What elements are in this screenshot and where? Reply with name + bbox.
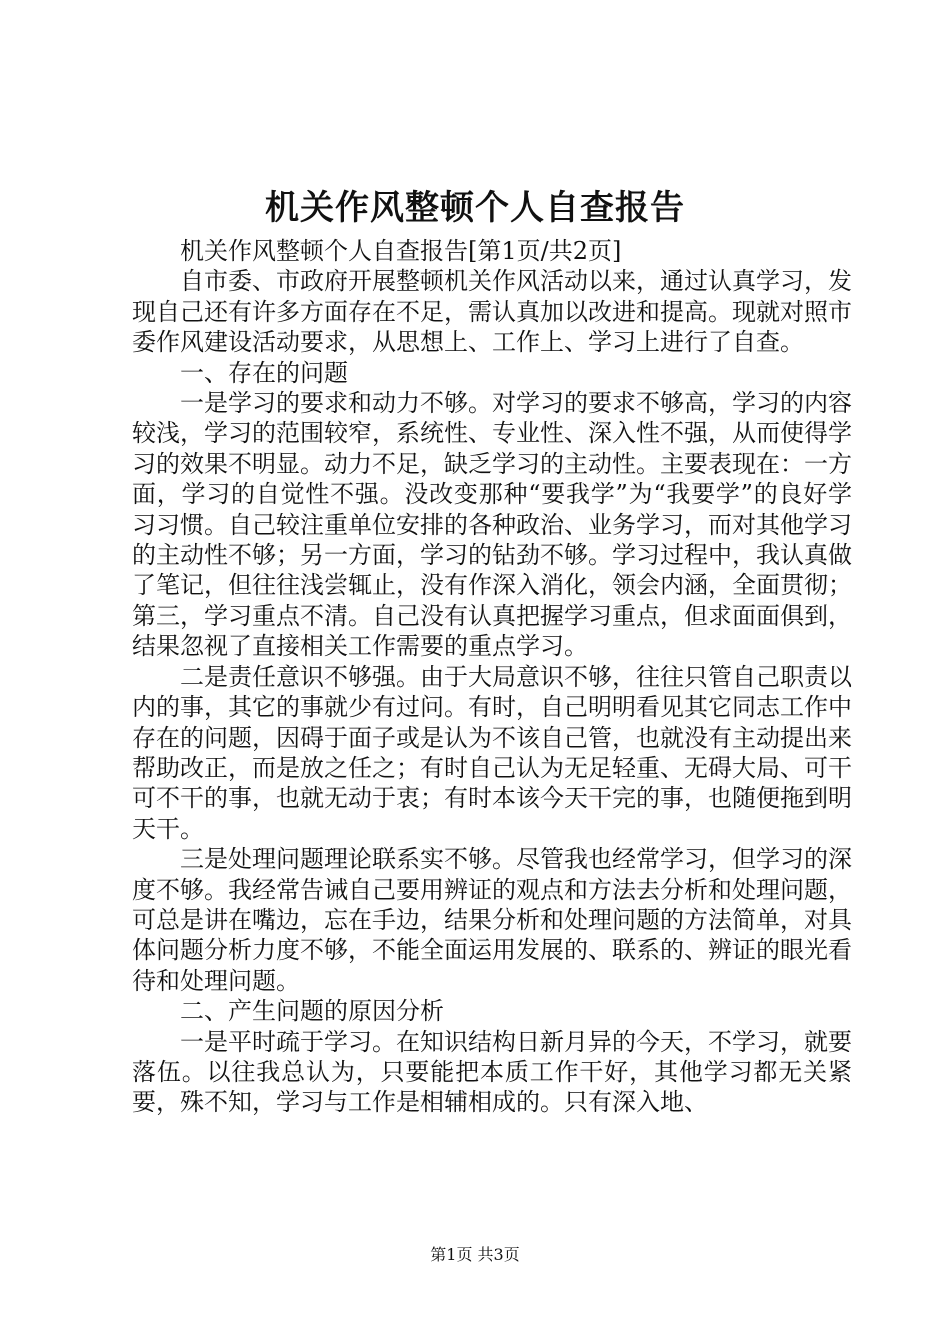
document-title: 机关作风整顿个人自查报告 xyxy=(265,188,685,228)
paragraph-intro: 自市委、市政府开展整顿机关作风活动以来，通过认真学习，发现自己还有许多方面存在不足，需认真加以改进和提高。现就对照市委作风建设活动要求，从思想上、工作上、学习上进行了自查。 xyxy=(132,267,852,357)
section-heading-causes: 二、产生问题的原因分析 xyxy=(180,997,444,1026)
section-heading-problems: 一、存在的问题 xyxy=(180,358,348,387)
document-body xyxy=(132,236,852,1118)
paragraph-problem-3: 三是处理问题理论联系实不够。尽管我也经常学习，但学习的深度不够。我经常告诫自己要用辨证的观点和方法去分析和处理问题，可总是讲在嘴边，忘在手边，结果分析和处理问题的方法简单，对具体问题分析力度不够，不能全面运用发展的、联系的、辨证的眼光看待和处理问题。 xyxy=(132,845,852,995)
page-footer: 第1页 共3页 xyxy=(430,1245,520,1264)
paragraph-subtitle: 机关作风整顿个人自查报告[第1页/共2页] xyxy=(180,237,622,265)
paragraph-cause-1: 一是平时疏于学习。在知识结构日新月异的今天，不学习，就要落伍。以往我总认为，只要能把本质工作干好，其他学习都无关紧要，殊不知，学习与工作是相辅相成的。只有深入地、 xyxy=(132,1027,852,1117)
paragraph-problem-2: 二是责任意识不够强。由于大局意识不够，往往只管自己职责以内的事，其它的事就少有过问。有时，自己明明看见其它同志工作中存在的问题，因碍于面子或是认为不该自己管，也就没有主动提出来帮助改正，而是放之任之；有时自己认为无足轻重、无碍大局、可干可不干的事，也就无动于衷；有时本该今天干完的事，也随便拖到明天干。 xyxy=(132,662,852,843)
paragraph-problem-1: 一是学习的要求和动力不够。对学习的要求不够高，学习的内容较浅，学习的范围较窄，系统性、专业性、深入性不强，从而使得学习的效果不明显。动力不足，缺乏学习的主动性。主要表现在：一方面，学习的自觉性不强。没改变那种“要我学”为“我要学”的良好学习习惯。自己较注重单位安排的各种政治、业务学习，而对其他学习的主动性不够；另一方面，学习的钻劲不够。学习过程中，我认真做了笔记，但往往浅尝辄止，没有作深入消化，领会内涵，全面贯彻；第三，学习重点不清。自己没有认真把握学习重点，但求面面俱到，结果忽视了直接相关工作需要的重点学习。 xyxy=(132,389,852,661)
